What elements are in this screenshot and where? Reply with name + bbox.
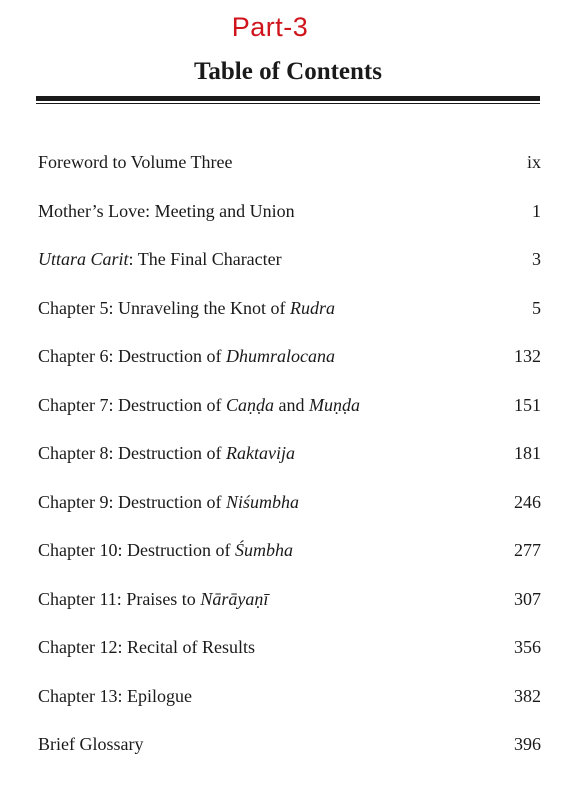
toc-entry-title-segment: Chapter 5: Unraveling the Knot of: [38, 297, 290, 318]
toc-entry-page-number: 396: [514, 734, 541, 754]
toc-entry-title-italic-segment: Śumbha: [234, 540, 293, 560]
toc-entry-title-segment: and: [273, 394, 309, 415]
toc-entry-title-segment: Chapter 9: Destruction of: [38, 491, 226, 512]
toc-entry: [38, 151, 541, 200]
toc-entry: [38, 491, 541, 540]
toc-entry-title-segment: Chapter 10: Destruction of: [38, 540, 235, 560]
toc-entry-title: [38, 685, 192, 707]
toc-entry-title: [38, 636, 255, 658]
toc-entry: [38, 394, 541, 443]
toc-entry-title-segment: Chapter 8: Destruction of: [38, 443, 226, 463]
toc-entry-title: [38, 151, 232, 173]
toc-entry-title-italic-segment: Uttara Carit: [38, 249, 129, 269]
toc-entry-page-number: 151: [514, 394, 541, 415]
toc-entry-page-number: 5: [532, 297, 541, 318]
toc-entry-title-italic-segment: Caṇḍa: [225, 394, 274, 415]
toc-list: [38, 151, 541, 782]
toc-entry-title: [38, 491, 299, 513]
toc-entry: [38, 248, 541, 297]
toc-entry: [38, 588, 541, 637]
toc-entry-page-number: 356: [514, 637, 541, 657]
toc-entry-title-italic-segment: Dhumralocana: [225, 346, 335, 366]
toc-entry-page-number: 382: [514, 685, 541, 706]
toc-entry-title-segment: Chapter 11: Praises to: [38, 588, 201, 609]
title-rule-thick: [36, 96, 540, 101]
toc-entry-title: [38, 297, 335, 319]
toc-entry-title-italic-segment: Rudra: [289, 297, 335, 318]
part-label: Part-3: [231, 12, 309, 42]
toc-entry-title-segment: : The Final Character: [128, 249, 282, 269]
toc-entry: [38, 345, 541, 394]
toc-entry-title-segment: Chapter 6: Destruction of: [38, 346, 226, 366]
toc-entry-title-italic-segment: Muṇḍa: [308, 394, 360, 415]
toc-entry: [38, 297, 541, 346]
toc-entry-title-segment: Chapter 7: Destruction of: [38, 394, 226, 415]
toc-entry-title-segment: Chapter 13: Epilogue: [38, 685, 192, 706]
toc-entry-title-italic-segment: Raktavija: [225, 443, 295, 463]
toc-entry-page-number: 277: [514, 540, 541, 560]
toc-entry-title: [38, 248, 282, 270]
toc-entry-page-number: 181: [514, 443, 541, 463]
toc-entry-title: [38, 733, 143, 755]
toc-entry-title-italic-segment: Nārāyaṇī: [200, 588, 269, 609]
title-rule-thin: [36, 103, 540, 104]
toc-entry-title-segment: Chapter 12: Recital of Results: [38, 637, 255, 657]
toc-entry-title-segment: Mother’s Love: Meeting and Union: [38, 200, 295, 221]
toc-entry: [38, 539, 541, 588]
toc-entry-page-number: 1: [532, 200, 541, 221]
toc-entry: [38, 636, 541, 685]
toc-entry-title: [38, 394, 360, 416]
toc-entry-title-segment: Foreword to Volume Three: [38, 152, 233, 172]
toc-entry-title: [38, 539, 293, 561]
toc-entry-title: [38, 345, 335, 367]
toc-entry-page-number: 132: [514, 346, 541, 366]
toc-entry-page-number: 3: [532, 249, 541, 269]
toc-entry-title: [38, 588, 268, 610]
page-title: Table of Contents: [194, 58, 382, 85]
toc-entry: [38, 200, 541, 249]
toc-entry-title-segment: Brief Glossary: [38, 734, 144, 754]
toc-entry: [38, 733, 541, 782]
toc-entry-page-number: 246: [514, 491, 541, 512]
toc-entry-page-number: 307: [514, 588, 541, 609]
toc-entry-page-number: ix: [526, 152, 541, 172]
toc-entry: [38, 442, 541, 491]
toc-entry-title: [38, 200, 295, 222]
toc-entry: [38, 685, 541, 734]
toc-entry-title: [38, 442, 295, 464]
toc-entry-title-italic-segment: Niśumbha: [225, 491, 299, 512]
